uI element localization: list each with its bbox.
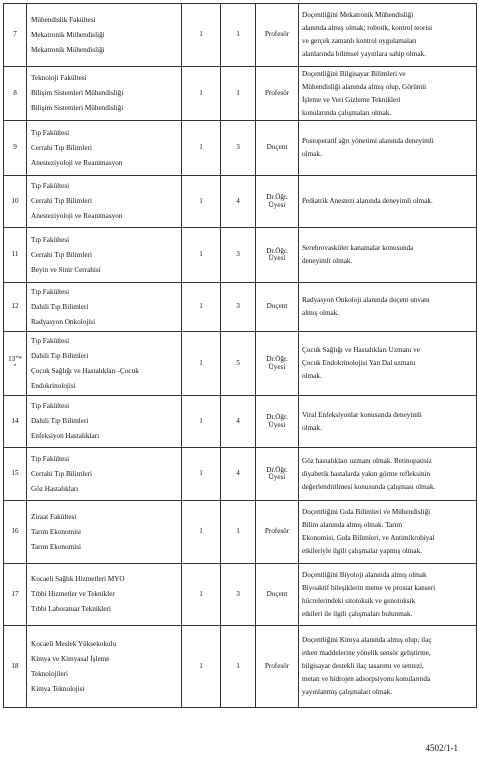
requirements-line: bilgisayar destekli ilaç tasarımı ve sentezi, bbox=[302, 662, 424, 670]
requirements-line: İşleme ve Veri Gizleme Teknikleri bbox=[302, 95, 401, 104]
unit-cell bbox=[27, 396, 182, 448]
position-count-cell: 1 bbox=[182, 501, 221, 564]
degree-cell: 5 bbox=[221, 332, 256, 396]
unit-line: Kimya Teknolojisi bbox=[31, 684, 85, 693]
unit-cell bbox=[27, 283, 182, 332]
unit-line: Tıp Fakültesi bbox=[31, 336, 70, 345]
degree-cell: 1 bbox=[221, 67, 256, 121]
unit-cell bbox=[27, 176, 182, 228]
row-number: 14 bbox=[4, 396, 27, 448]
unit-cell bbox=[27, 67, 182, 121]
requirements-line: Doçentliğini Gıda Bilimleri ve Mühendisliği bbox=[302, 508, 431, 516]
unit-line: Dahili Tıp Bilimleri bbox=[31, 302, 89, 311]
row-number: 13"* " bbox=[4, 332, 27, 396]
degree-cell: 1 bbox=[221, 626, 256, 708]
table-row bbox=[4, 448, 477, 501]
degree-cell: 4 bbox=[221, 448, 256, 501]
unit-line: Tıp Fakültesi bbox=[31, 454, 70, 463]
unit-line: Teknoloji Fakültesi bbox=[31, 74, 87, 82]
row-number: 10 bbox=[4, 176, 27, 228]
position-count-cell: 1 bbox=[182, 176, 221, 228]
unit-line: Tarım Ekonomisi bbox=[31, 542, 82, 551]
row-number: 16 bbox=[4, 501, 27, 564]
academic-title-line: Profesör bbox=[264, 527, 290, 536]
degree-cell: 4 bbox=[221, 396, 256, 448]
requirements-cell bbox=[299, 121, 477, 176]
table-row bbox=[4, 332, 477, 396]
table-row bbox=[4, 501, 477, 564]
academic-title-line: Dr.Öğr. bbox=[266, 355, 288, 364]
requirements-line: ve gerçek zamanlı kontrol uygulamaları bbox=[302, 37, 417, 45]
requirements-line: yayınlanmış çalışmaları olmak. bbox=[302, 688, 393, 696]
table-row bbox=[4, 176, 477, 228]
academic-title-line: Doçent bbox=[266, 589, 288, 598]
unit-line: Cerrahi Tıp Bilimleri bbox=[31, 469, 92, 478]
row-number: 11 bbox=[4, 228, 27, 283]
unit-line: Tıp Fakültesi bbox=[31, 287, 70, 296]
row-number: 12 bbox=[4, 283, 27, 332]
unit-line: Tıp Fakültesi bbox=[31, 402, 70, 410]
requirements-line: Serebrovasküler kanamalar konusunda bbox=[302, 244, 414, 252]
academic-title-cell bbox=[256, 564, 299, 626]
unit-line: Beyin ve Sinir Cerrahisi bbox=[31, 265, 101, 274]
academic-title-line: Üyesi bbox=[268, 420, 286, 429]
unit-cell bbox=[27, 626, 182, 708]
requirements-line: Postoperatif ağrı yönetimi alanında deneyimli bbox=[302, 137, 434, 145]
requirements-line: konularında çalışmaları olmak. bbox=[302, 108, 392, 117]
position-count-cell: 1 bbox=[182, 121, 221, 176]
unit-line: Dahili Tıp Bilimleri bbox=[31, 417, 89, 425]
unit-line: Anesteziyoloji ve Reanimasyon bbox=[31, 158, 123, 167]
table-row bbox=[4, 4, 477, 67]
unit-line: Mühendislik Fakültesi bbox=[31, 15, 96, 24]
page-footer-code: 4502/1-1 bbox=[425, 743, 458, 753]
unit-line: Bilişim Sistemleri Mühendisliği bbox=[31, 104, 124, 112]
requirements-line: etkileriyle ilgili çalışmalar yapmış olmak. bbox=[302, 547, 422, 555]
unit-line: Bilişim Sistemleri Mühendisliği bbox=[31, 89, 124, 97]
requirements-line: etken maddelerine yönelik sensör geliştirme, bbox=[302, 649, 431, 657]
unit-line: Tıp Fakültesi bbox=[31, 128, 70, 137]
requirements-cell bbox=[299, 626, 477, 708]
unit-line: Tarım Ekonomisi bbox=[31, 527, 82, 536]
table-row bbox=[4, 564, 477, 626]
unit-line: Dahili Tıp Bilimleri bbox=[31, 351, 89, 360]
table-row bbox=[4, 228, 477, 283]
requirements-line: Çocuk Sağlığı ve Hastalıkları Uzmanı ve bbox=[302, 346, 420, 354]
requirements-cell bbox=[299, 4, 477, 67]
table-row bbox=[4, 283, 477, 332]
unit-line: Kocaeli Meslek Yüksekokulu bbox=[31, 639, 117, 648]
academic-title-cell bbox=[256, 626, 299, 708]
unit-line: Kimya ve Kimyasal İşleme bbox=[31, 654, 110, 663]
position-count-cell: 1 bbox=[182, 626, 221, 708]
unit-line: Enfeksiyon Hastalıkları bbox=[31, 432, 100, 440]
row-number: 17 bbox=[4, 564, 27, 626]
requirements-line: deneyimli olmak. bbox=[302, 257, 353, 265]
requirements-line: Doçentliğini Bilgisayar Bilimleri ve bbox=[302, 69, 406, 78]
unit-line: Cerrahi Tıp Bilimleri bbox=[31, 143, 92, 152]
academic-title-cell bbox=[256, 67, 299, 121]
position-count-cell: 1 bbox=[182, 67, 221, 121]
unit-line: Tıbbi Hizmetler ve Teknikler bbox=[31, 590, 115, 598]
position-count-cell: 1 bbox=[182, 283, 221, 332]
unit-cell bbox=[27, 448, 182, 501]
requirements-line: almış olmak. bbox=[302, 309, 340, 317]
unit-line: Mekatronik Mühendisliği bbox=[31, 45, 105, 54]
requirements-cell bbox=[299, 564, 477, 626]
requirements-line: diyabetik hastalarda yakın görme refleksinin bbox=[302, 469, 431, 478]
degree-cell: 3 bbox=[221, 564, 256, 626]
requirements-line: Bilim alanında almış olmak. Tarım bbox=[302, 521, 403, 529]
academic-title-cell bbox=[256, 4, 299, 67]
requirements-line: olmak. bbox=[302, 372, 322, 380]
requirements-line: Doçentliğini Kimya alanında almış olup; ilaç bbox=[302, 636, 432, 644]
requirements-line: alanlarında bilimsel yayınlara sahip olmak. bbox=[302, 50, 426, 58]
unit-line: Anesteziyoloji ve Reanimasyon bbox=[31, 212, 123, 220]
academic-title-cell bbox=[256, 396, 299, 448]
requirements-cell bbox=[299, 283, 477, 332]
academic-title-line: Üyesi bbox=[268, 362, 286, 371]
position-count-cell: 1 bbox=[182, 448, 221, 501]
row-number: 8 bbox=[4, 67, 27, 121]
row-number: 7 bbox=[4, 4, 27, 67]
position-count-cell: 1 bbox=[182, 4, 221, 67]
requirements-line: Pediatrik Anestezi alanında deneyimli olmak. bbox=[302, 197, 433, 205]
requirements-line: Doçentliğini Biyoloji alanında almış olmak bbox=[302, 570, 427, 579]
academic-title-line: Dr.Öğr. bbox=[266, 465, 288, 474]
academic-title-line: Doçent bbox=[266, 302, 288, 311]
unit-line: Mekatronik Mühendisliği bbox=[31, 30, 105, 39]
academic-title-line: Profesör bbox=[264, 661, 290, 670]
requirements-cell bbox=[299, 228, 477, 283]
requirements-cell bbox=[299, 448, 477, 501]
academic-title-line: Doçent bbox=[266, 143, 288, 152]
unit-line: Teknolojileri bbox=[31, 669, 69, 678]
position-count-cell: 1 bbox=[182, 228, 221, 283]
degree-cell: 3 bbox=[221, 283, 256, 332]
unit-line: Tıbbi Laboratuar Teknikleri bbox=[31, 605, 111, 613]
table-row bbox=[4, 67, 477, 121]
academic-title-line: Üyesi bbox=[268, 200, 286, 209]
requirements-line: Radyasyon Onkoloji alanında doçent unvanı bbox=[302, 296, 430, 304]
requirements-line: metan ve hidrojen adsorpsiyonu konularında bbox=[302, 675, 431, 683]
unit-cell bbox=[27, 501, 182, 564]
requirements-cell bbox=[299, 176, 477, 228]
degree-cell: 3 bbox=[221, 121, 256, 176]
degree-cell: 1 bbox=[221, 4, 256, 67]
requirements-line: Ekonomisi, Gıda Bilimleri, ve Antimikrobiyal bbox=[302, 534, 435, 542]
requirements-line: değerlendirilmesi konusunda çalışması olmak. bbox=[302, 482, 436, 491]
unit-cell bbox=[27, 228, 182, 283]
academic-title-line: Dr.Öğr. bbox=[266, 246, 288, 255]
requirements-line: Doçentliğini Mekatronik Mühendisliği bbox=[302, 11, 414, 19]
unit-line: Ziraat Fakültesi bbox=[31, 512, 77, 521]
unit-line: Çocuk Sağlığı ve Hastalıkları -Çocuk bbox=[31, 366, 139, 375]
requirements-cell bbox=[299, 332, 477, 396]
academic-title-cell bbox=[256, 283, 299, 332]
row-number: 15 bbox=[4, 448, 27, 501]
academic-title-cell bbox=[256, 228, 299, 283]
unit-cell bbox=[27, 564, 182, 626]
requirements-cell bbox=[299, 396, 477, 448]
requirements-line: olmak. bbox=[302, 150, 322, 158]
unit-line: Tıp Fakültesi bbox=[31, 235, 70, 244]
academic-title-line: Üyesi bbox=[268, 473, 286, 481]
table-row bbox=[4, 396, 477, 448]
unit-line: Endokrinolojisi bbox=[31, 381, 76, 390]
academic-title-cell bbox=[256, 121, 299, 176]
position-count-cell: 1 bbox=[182, 396, 221, 448]
row-number: 9 bbox=[4, 121, 27, 176]
position-count-cell: 1 bbox=[182, 564, 221, 626]
unit-cell bbox=[27, 4, 182, 67]
academic-title-cell bbox=[256, 448, 299, 501]
requirements-line: Mühendisliği alanında almış olup, Görüntü bbox=[302, 82, 426, 91]
unit-line: Cerrahi Tıp Bilimleri bbox=[31, 250, 92, 259]
unit-cell bbox=[27, 121, 182, 176]
row-number: 18 bbox=[4, 626, 27, 708]
unit-cell bbox=[27, 332, 182, 396]
requirements-line: Çocuk Endokrinolojisi Yan Dal uzmanı bbox=[302, 359, 416, 367]
academic-title-cell bbox=[256, 332, 299, 396]
academic-title-line: Üyesi bbox=[268, 254, 286, 262]
unit-line: Göz Hastalıkları bbox=[31, 484, 79, 493]
requirements-line: olmak. bbox=[302, 423, 322, 432]
degree-cell: 1 bbox=[221, 501, 256, 564]
requirements-line: etkileri ile ilgili çalışmaları bulunmak. bbox=[302, 609, 413, 618]
unit-line: Radyasyon Onkolojisi bbox=[31, 317, 96, 326]
positions-table bbox=[3, 3, 477, 708]
degree-cell: 4 bbox=[221, 176, 256, 228]
table-row bbox=[4, 121, 477, 176]
degree-cell: 3 bbox=[221, 228, 256, 283]
requirements-cell bbox=[299, 67, 477, 121]
requirements-line: Biyoaktif bileşiklerin meme ve prostat kanseri bbox=[302, 583, 436, 592]
unit-line: Cerrahi Tıp Bilimleri bbox=[31, 197, 92, 205]
requirements-line: Göz hastalıkları uzmanı olmak. Retinopatisiz bbox=[302, 456, 432, 465]
academic-title-cell bbox=[256, 501, 299, 564]
academic-title-line: Dr.Öğr. bbox=[266, 193, 288, 202]
academic-title-line: Profesör bbox=[264, 30, 290, 39]
requirements-line: alanında almış olmak; robotik, kontrol teorisi bbox=[302, 24, 433, 32]
requirements-line: Viral Enfeksiyonlar konusunda deneyimli bbox=[302, 410, 422, 419]
unit-line: Kocaeli Sağlık Hizmetleri MYO bbox=[31, 575, 125, 583]
positions-table-body bbox=[4, 4, 477, 708]
requirements-line: hücrelerindeki sitotoksik ve genotoksik bbox=[302, 596, 416, 605]
academic-title-line: Profesör bbox=[264, 88, 290, 97]
position-count-cell: 1 bbox=[182, 332, 221, 396]
academic-title-line: Dr.Öğr. bbox=[266, 413, 288, 422]
academic-title-cell bbox=[256, 176, 299, 228]
unit-line: Tıp Fakültesi bbox=[31, 182, 70, 190]
requirements-cell bbox=[299, 501, 477, 564]
table-row bbox=[4, 626, 477, 708]
